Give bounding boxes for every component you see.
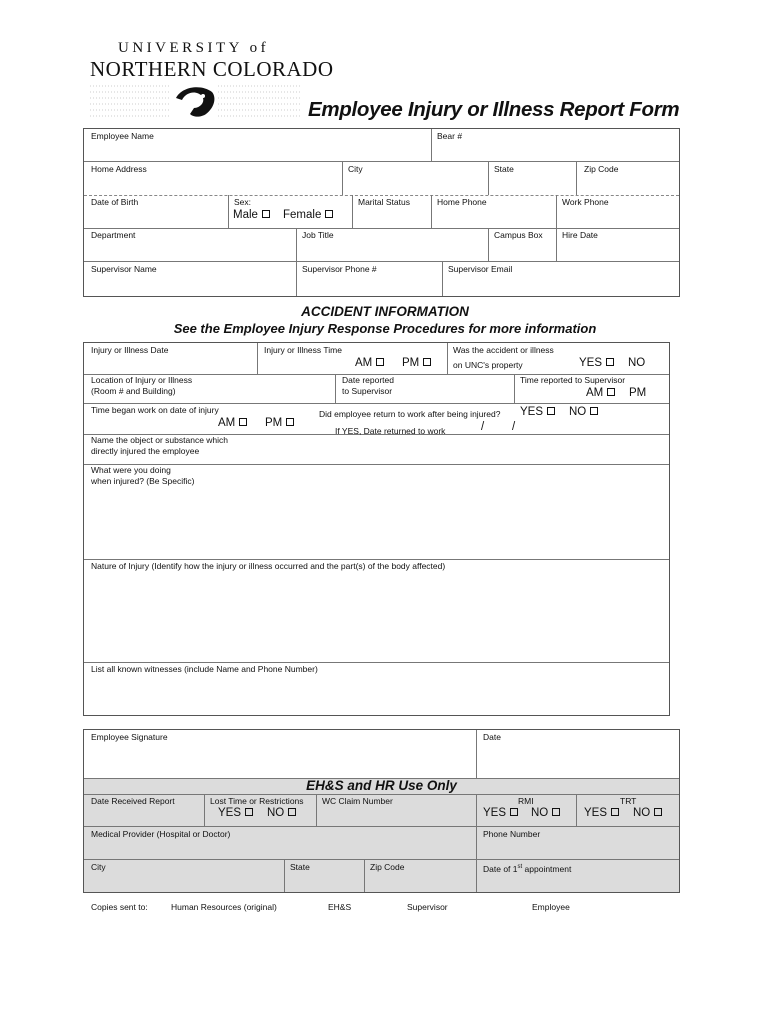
unc-property-question-line2: on UNC's property (453, 360, 523, 370)
logo-university-text: UNIVERSITY of (118, 40, 270, 56)
medical-provider-field[interactable]: Medical Provider (Hospital or Doctor) (91, 829, 231, 839)
signature-date-field[interactable]: Date (483, 732, 501, 742)
form-title: Employee Injury or Illness Report Form (308, 98, 680, 121)
trt-label: TRT (620, 796, 637, 806)
work-phone-field[interactable]: Work Phone (562, 197, 609, 207)
state-field[interactable]: State (494, 164, 514, 174)
unc-property-question: Was the accident or illness (453, 345, 554, 355)
home-address-field[interactable]: Home Address (91, 164, 147, 174)
return-to-work-question: Did employee return to work after being injured? (319, 409, 501, 419)
campus-box-field[interactable]: Campus Box (494, 230, 543, 240)
lost-time-yes-checkbox[interactable]: YES (218, 807, 253, 820)
lost-time-no-checkbox[interactable]: NO (267, 807, 296, 820)
copy-supervisor: Supervisor (407, 902, 448, 912)
home-phone-field[interactable]: Home Phone (437, 197, 487, 207)
return-yes-checkbox[interactable]: YES (520, 406, 555, 419)
nature-of-injury-field[interactable]: Nature of Injury (Identify how the injury or illness occurred and the part(s) of the body affected) (91, 561, 446, 571)
male-checkbox[interactable]: Male (233, 209, 270, 222)
office-use-heading: EH&S and HR Use Only (306, 778, 457, 793)
copies-sent-label: Copies sent to: (91, 902, 148, 912)
bear-logo-icon (90, 80, 310, 122)
activity-field-line2: when injured? (Be Specific) (91, 476, 195, 486)
accident-info-subheading: See the Employee Injury Response Procedures for more information (173, 321, 597, 336)
date-reported-field-line2: to Supervisor (342, 386, 393, 396)
date-slash-1: / (481, 421, 485, 433)
time-reported-am-checkbox[interactable]: AM (586, 387, 615, 400)
trt-no-checkbox[interactable]: NO (633, 807, 662, 820)
accident-info-section (83, 342, 670, 716)
date-returned-field[interactable]: If YES, Date returned to work (335, 426, 446, 436)
provider-state-field[interactable]: State (290, 862, 310, 872)
object-substance-field[interactable]: Name the object or substance which (91, 435, 229, 445)
witnesses-field[interactable]: List all known witnesses (include Name and Phone Number) (91, 664, 318, 674)
unc-property-yes-checkbox[interactable]: YES (579, 357, 614, 370)
provider-city-field[interactable]: City (91, 862, 106, 872)
hire-date-field[interactable]: Hire Date (562, 230, 598, 240)
return-no-checkbox[interactable]: NO (569, 406, 598, 419)
accident-info-heading: ACCIDENT INFORMATION (301, 304, 469, 319)
marital-status-field[interactable]: Marital Status (358, 197, 410, 207)
rmi-yes-checkbox[interactable]: YES (483, 807, 518, 820)
date-of-birth-field[interactable]: Date of Birth (91, 197, 139, 207)
bear-number-field[interactable]: Bear # (437, 131, 463, 141)
provider-zip-field[interactable]: Zip Code (370, 862, 405, 872)
object-substance-field-line2: directly injured the employee (91, 446, 200, 456)
zip-code-field[interactable]: Zip Code (584, 164, 619, 174)
activity-field[interactable]: What were you doing (91, 465, 171, 475)
date-slash-2: / (512, 421, 516, 433)
copy-ehs: EH&S (328, 902, 352, 912)
city-field[interactable]: City (348, 164, 363, 174)
supervisor-name-field[interactable]: Supervisor Name (91, 264, 157, 274)
date-reported-field[interactable]: Date reported (342, 375, 394, 385)
injury-time-pm-checkbox[interactable]: PM (402, 357, 431, 370)
wc-claim-number-field[interactable]: WC Claim Number (322, 796, 393, 806)
injury-time-am-checkbox[interactable]: AM (355, 357, 384, 370)
trt-yes-checkbox[interactable]: YES (584, 807, 619, 820)
logo-northern-colorado-text: NORTHERN COLORADO (90, 57, 334, 81)
time-reported-field[interactable]: Time reported to Supervisor (520, 375, 626, 385)
injury-time-field[interactable]: Injury or Illness Time (264, 345, 342, 355)
copy-employee: Employee (532, 902, 570, 912)
provider-phone-field[interactable]: Phone Number (483, 829, 541, 839)
rmi-no-checkbox[interactable]: NO (531, 807, 560, 820)
female-checkbox[interactable]: Female (283, 209, 333, 222)
injury-location-field-line2: (Room # and Building) (91, 386, 176, 396)
time-began-pm-checkbox[interactable]: PM (265, 417, 294, 430)
employee-info-section (83, 128, 680, 297)
sex-label: Sex: (234, 197, 252, 207)
department-field[interactable]: Department (91, 230, 136, 240)
supervisor-email-field[interactable]: Supervisor Email (448, 264, 513, 274)
unc-property-no-checkbox[interactable]: NO (628, 357, 646, 369)
employee-signature-field[interactable]: Employee Signature (91, 732, 168, 742)
injury-location-field[interactable]: Location of Injury or Illness (91, 375, 193, 385)
injury-date-field[interactable]: Injury or Illness Date (91, 345, 169, 355)
date-received-report-field[interactable]: Date Received Report (91, 796, 175, 806)
employee-name-field[interactable]: Employee Name (91, 131, 154, 141)
job-title-field[interactable]: Job Title (302, 230, 334, 240)
supervisor-phone-field[interactable]: Supervisor Phone # (302, 264, 377, 274)
lost-time-restrictions-field: Lost Time or Restrictions (210, 796, 304, 806)
first-appointment-field[interactable]: Date of 1st appointment (483, 863, 572, 874)
time-began-work-field[interactable]: Time began work on date of injury (91, 405, 219, 415)
time-reported-pm-label[interactable]: PM (629, 387, 647, 399)
copy-human-resources: Human Resources (original) (171, 902, 277, 912)
time-began-am-checkbox[interactable]: AM (218, 417, 247, 430)
rmi-label: RMI (518, 796, 534, 806)
